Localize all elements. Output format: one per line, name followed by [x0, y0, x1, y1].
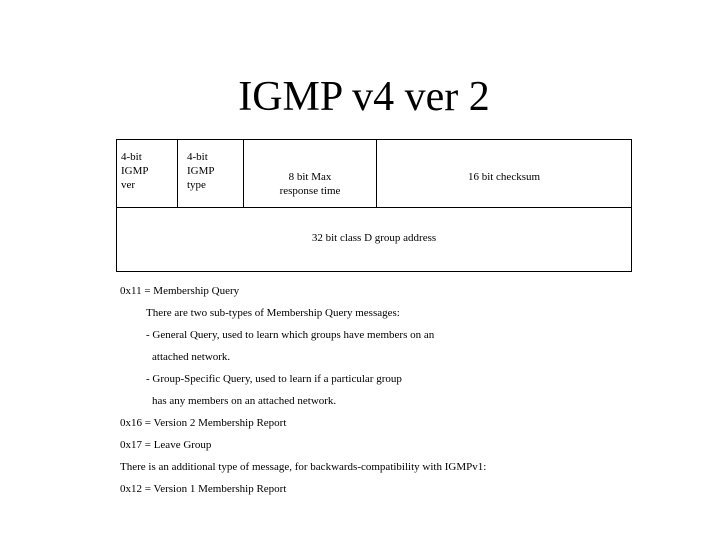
slide-title: IGMP v4 ver 2	[238, 74, 490, 120]
version-field-cell	[117, 140, 178, 207]
type-field-line: IGMP	[187, 165, 215, 177]
group-address-label: 32 bit class D group address	[311, 232, 437, 244]
type-field-line: type	[187, 179, 206, 191]
message-types-notes	[120, 283, 720, 503]
group-address-cell	[117, 208, 631, 271]
version-field-line: ver	[121, 179, 136, 191]
note-line: - General Query, used to learn which groups have members on an	[146, 329, 435, 341]
note-line: 0x17 = Leave Group	[120, 439, 212, 451]
note-line: has any members on an attached network.	[152, 395, 337, 407]
max-response-line: response time	[279, 185, 341, 197]
checksum-cell	[377, 140, 631, 207]
type-field-cell	[178, 140, 244, 207]
note-line: There are two sub-types of Membership Query messages:	[146, 307, 400, 319]
note-line: 0x16 = Version 2 Membership Report	[120, 417, 287, 429]
note-line: attached network.	[152, 351, 231, 363]
max-response-time-cell	[244, 140, 377, 207]
note-line: There is an additional type of message, for backwards-compatibility with IGMPv1:	[120, 461, 487, 473]
max-response-line: 8 bit Max	[288, 171, 332, 183]
type-field-line: 4-bit	[187, 151, 208, 163]
note-line: 0x11 = Membership Query	[120, 285, 240, 297]
checksum-label: 16 bit checksum	[467, 171, 541, 183]
igmp-header-diagram	[116, 139, 632, 272]
version-field-line: 4-bit	[121, 151, 142, 163]
header-row-1	[117, 140, 631, 208]
note-line: - Group-Specific Query, used to learn if a particular group	[146, 373, 402, 385]
version-field-line: IGMP	[121, 165, 149, 177]
note-line: 0x12 = Version 1 Membership Report	[120, 483, 287, 495]
